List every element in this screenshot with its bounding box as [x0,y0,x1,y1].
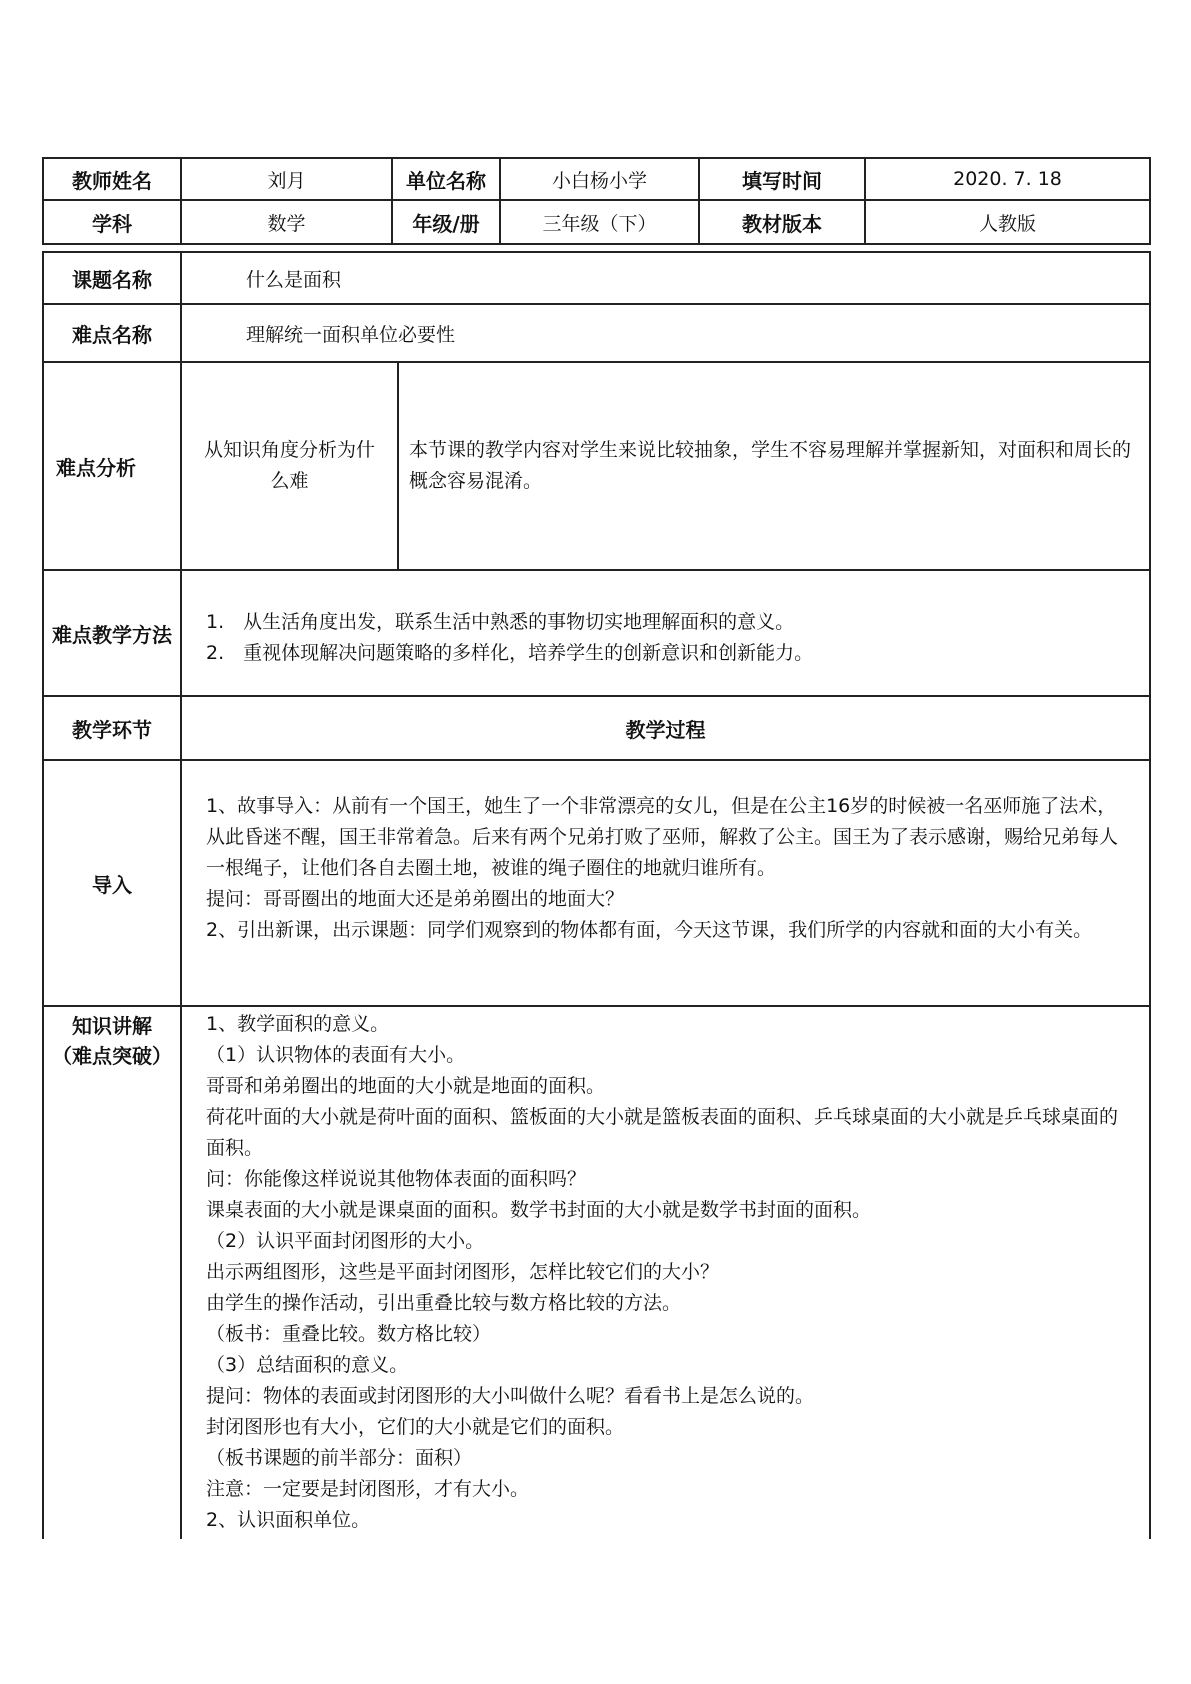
topic-value: 什么是面积 [182,251,1151,305]
knowledge-line: （1）认识物体的表面有大小。 [206,1044,466,1066]
method-item: 1. 从生活角度出发，联系生活中熟悉的事物切实地理解面积的意义。 [206,611,795,633]
knowledge-line: 注意：一定要是封闭图形，才有大小。 [206,1478,530,1500]
date-value: 2020. 7. 18 [866,157,1151,201]
knowledge-line: 课桌表面的大小就是课桌面的面积。数学书封面的大小就是数学书封面的面积。 [206,1199,872,1221]
knowledge-line: 封闭图形也有大小，它们的大小就是它们的面积。 [206,1416,625,1438]
edition-label: 教材版本 [700,201,866,245]
knowledge-label-line1: 知识讲解 [72,1014,152,1038]
teacher-label: 教师姓名 [42,157,182,201]
knowledge-line: 出示两组图形，这些是平面封闭图形，怎样比较它们的大小？ [206,1261,720,1283]
teacher-value: 刘月 [182,157,393,201]
knowledge-line: 问：你能像这样说说其他物体表面的面积吗？ [206,1168,587,1190]
analysis-label: 难点分析 [42,363,182,571]
process-label: 教学过程 [182,697,1151,761]
intro-content [182,761,1151,1007]
knowledge-line: （3）总结面积的意义。 [206,1354,409,1376]
knowledge-line: 1、教学面积的意义。 [206,1013,390,1035]
knowledge-label-line2: （难点突破） [52,1044,172,1068]
analysis-sub-label: 从知识角度分析为什么难 [182,363,399,571]
method-list [182,571,1151,697]
stage-label: 教学环节 [42,697,182,761]
knowledge-line: 荷花叶面的大小就是荷叶面的面积、篮板面的大小就是篮板表面的面积、乒乓球桌面的大小就是乒乓球桌面的面积。 [206,1106,1119,1159]
knowledge-line: （板书课题的前半部分：面积） [206,1447,473,1469]
intro-line: 1、故事导入：从前有一个国王，她生了一个非常漂亮的女儿，但是在公主16岁的时候被一名巫师施了法术，从此昏迷不醒，国王非常着急。后来有两个兄弟打败了巫师，解救了公主。国王为了表示感谢，赐给兄弟每人一根绳子，让他们各自去圈土地，被谁的绳子圈住的地就归谁所有。 [206,795,1119,879]
topic-label: 课题名称 [42,251,182,305]
unit-label: 单位名称 [393,157,501,201]
knowledge-line: 提问：物体的表面或封闭图形的大小叫做什么呢？看看书上是怎么说的。 [206,1385,815,1407]
subject-value: 数学 [182,201,393,245]
grade-value: 三年级（下） [501,201,700,245]
intro-line: 2、引出新课，出示课题：同学们观察到的物体都有面，今天这节课，我们所学的内容就和面的大小有关。 [206,919,1093,941]
knowledge-line: （板书：重叠比较。数方格比较） [206,1323,492,1345]
knowledge-label-cell [42,1007,182,1539]
method-item: 2. 重视体现解决问题策略的多样化，培养学生的创新意识和创新能力。 [206,642,814,664]
date-label: 填写时间 [700,157,866,201]
knowledge-line: 哥哥和弟弟圈出的地面的大小就是地面的面积。 [206,1075,606,1097]
knowledge-line: 由学生的操作活动，引出重叠比较与数方格比较的方法。 [206,1292,682,1314]
unit-value: 小白杨小学 [501,157,700,201]
subject-label: 学科 [42,201,182,245]
knowledge-line: （2）认识平面封闭图形的大小。 [206,1230,485,1252]
knowledge-content [182,1007,1151,1539]
method-label: 难点教学方法 [42,571,182,697]
knowledge-line: 2、认识面积单位。 [206,1509,371,1531]
intro-line: 提问：哥哥圈出的地面大还是弟弟圈出的地面大？ [206,888,625,910]
difficulty-value: 理解统一面积单位必要性 [182,305,1151,363]
difficulty-label: 难点名称 [42,305,182,363]
edition-value: 人教版 [866,201,1151,245]
analysis-text: 本节课的教学内容对学生来说比较抽象，学生不容易理解并掌握新知，对面积和周长的概念容易混淆。 [399,363,1151,571]
intro-label: 导入 [42,761,182,1007]
grade-label: 年级/册 [393,201,501,245]
